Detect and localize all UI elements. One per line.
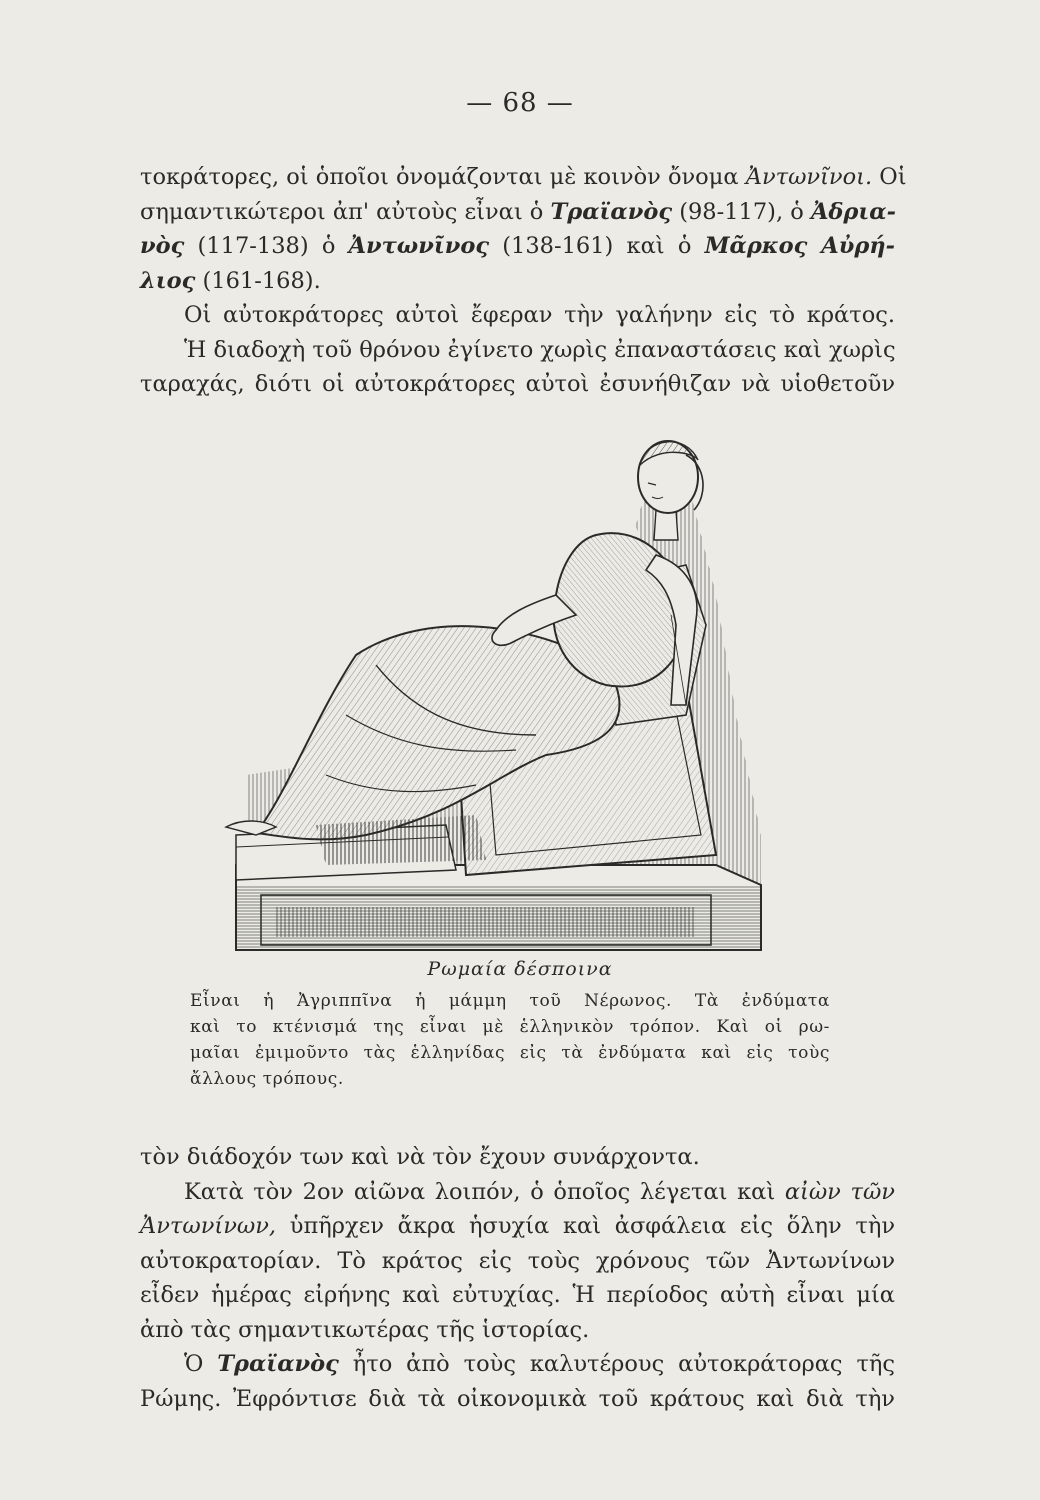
text-line: Οἱ αὐτοκράτορες αὐτοὶ ἔφεραν τὴν γαλήνην εἰς τὸ κράτος. (184, 302, 895, 328)
emperor-name: Ἀδρια- (810, 198, 896, 225)
text-line: αὐτοκρατορίαν. Τὸ κράτος εἰς τοὺς χρόνους τῶν Ἀντωνίνων (140, 1247, 895, 1274)
text-line (140, 229, 895, 264)
text-run: Οἱ (872, 164, 907, 190)
emperor-name: λιος (140, 267, 196, 294)
text-line: ἀπὸ τὰς σημαντικωτέρας τῆς ἱστορίας. (140, 1316, 590, 1343)
italic-run: Ἀντωνῖνοι. (738, 164, 873, 190)
emperor-name: Μᾶρκος Αὐρή- (704, 233, 895, 259)
text-line: τὸν διάδοχόν των καὶ νὰ τὸν ἔχουν συνάρχοντα. (140, 1144, 700, 1170)
text-run: (161-168). (195, 267, 321, 294)
text-run: (117-138) ὁ (184, 233, 349, 259)
text-run: (138-161) καὶ ὁ (489, 233, 705, 259)
caption-line: Εἶναι ἡ Ἀγριππῖνα ἡ μάμμη τοῦ Νέρωνος. Τὰ ἐνδύματα (190, 991, 830, 1011)
text-line (140, 264, 895, 299)
text-line (140, 1347, 895, 1382)
emperor-name: Τραϊανὸς (550, 198, 673, 225)
caption-line: ἄλλους τρόπους. (190, 1069, 344, 1089)
text-run: ὑπῆρχεν ἄκρα ἡσυχία καὶ ἀσφάλεια εἰς ὅλην τὴν (276, 1213, 895, 1239)
italic-run: Ἀντωνίνων, (140, 1213, 277, 1239)
text-run: Κατὰ τὸν 2ον αἰῶνα λοιπόν, ὁ ὁποῖος λέγεται καὶ (184, 1178, 785, 1205)
caption-line: καὶ το κτένισμά της εἶναι μὲ ἑλληνικὸν τρόπον. Καὶ οἱ ρω- (190, 1017, 830, 1037)
text-line: Ρώμης. Ἐφρόντισε διὰ τὰ οἰκονομικὰ τοῦ κράτους καὶ διὰ τὴν (140, 1385, 895, 1412)
text-line: ταραχάς, διότι οἱ αὐτοκράτορες αὐτοὶ ἐσυνήθιζαν νὰ υἱοθετοῦν (140, 371, 895, 397)
text-line (140, 1175, 895, 1210)
text-line: Ἡ διαδοχὴ τοῦ θρόνου ἐγίνετο χωρὶς ἐπαναστάσεις καὶ χωρὶς (184, 336, 896, 363)
text-run: ἦτο ἀπὸ τοὺς καλυτέρους αὐτοκράτορας τῆς (338, 1351, 895, 1377)
figure-title: Ρωμαία δέσποινα (427, 958, 613, 980)
figure-caption (190, 988, 830, 1092)
emperor-name: νὸς (140, 233, 185, 259)
emperor-name: Τραϊανὸς (217, 1351, 339, 1377)
caption-line: μαῖαι ἐμιμοῦντο τὰς ἑλληνίδας εἰς τὰ ἐνδύματα καὶ εἰς τοὺς (190, 1043, 830, 1063)
italic-run: αἰὼν τῶν (784, 1178, 895, 1205)
text-line: εἶδεν ἡμέρας εἰρήνης καὶ εὐτυχίας. Ἡ περίοδος αὐτὴ εἶναι μία (140, 1282, 895, 1308)
text-line (140, 160, 907, 195)
text-run: τοκράτορες, οἱ ὁποῖοι ὀνομάζονται μὲ κοινὸν ὄνομα (140, 164, 739, 190)
top-paragraphs (140, 160, 907, 402)
text-run: (98-117), ὁ (672, 198, 811, 225)
text-line (140, 195, 895, 230)
text-run: Ὁ (184, 1351, 218, 1377)
seated-woman-statue-illustration (216, 415, 776, 955)
text-run: σημαντικώτεροι ἀπ' αὐτοὺς εἶναι ὁ (140, 198, 551, 225)
bottom-paragraphs (140, 1140, 895, 1416)
emperor-name: Ἀντωνῖνος (348, 233, 490, 259)
page-number: — 68 — (466, 88, 574, 118)
text-line (140, 1209, 895, 1244)
